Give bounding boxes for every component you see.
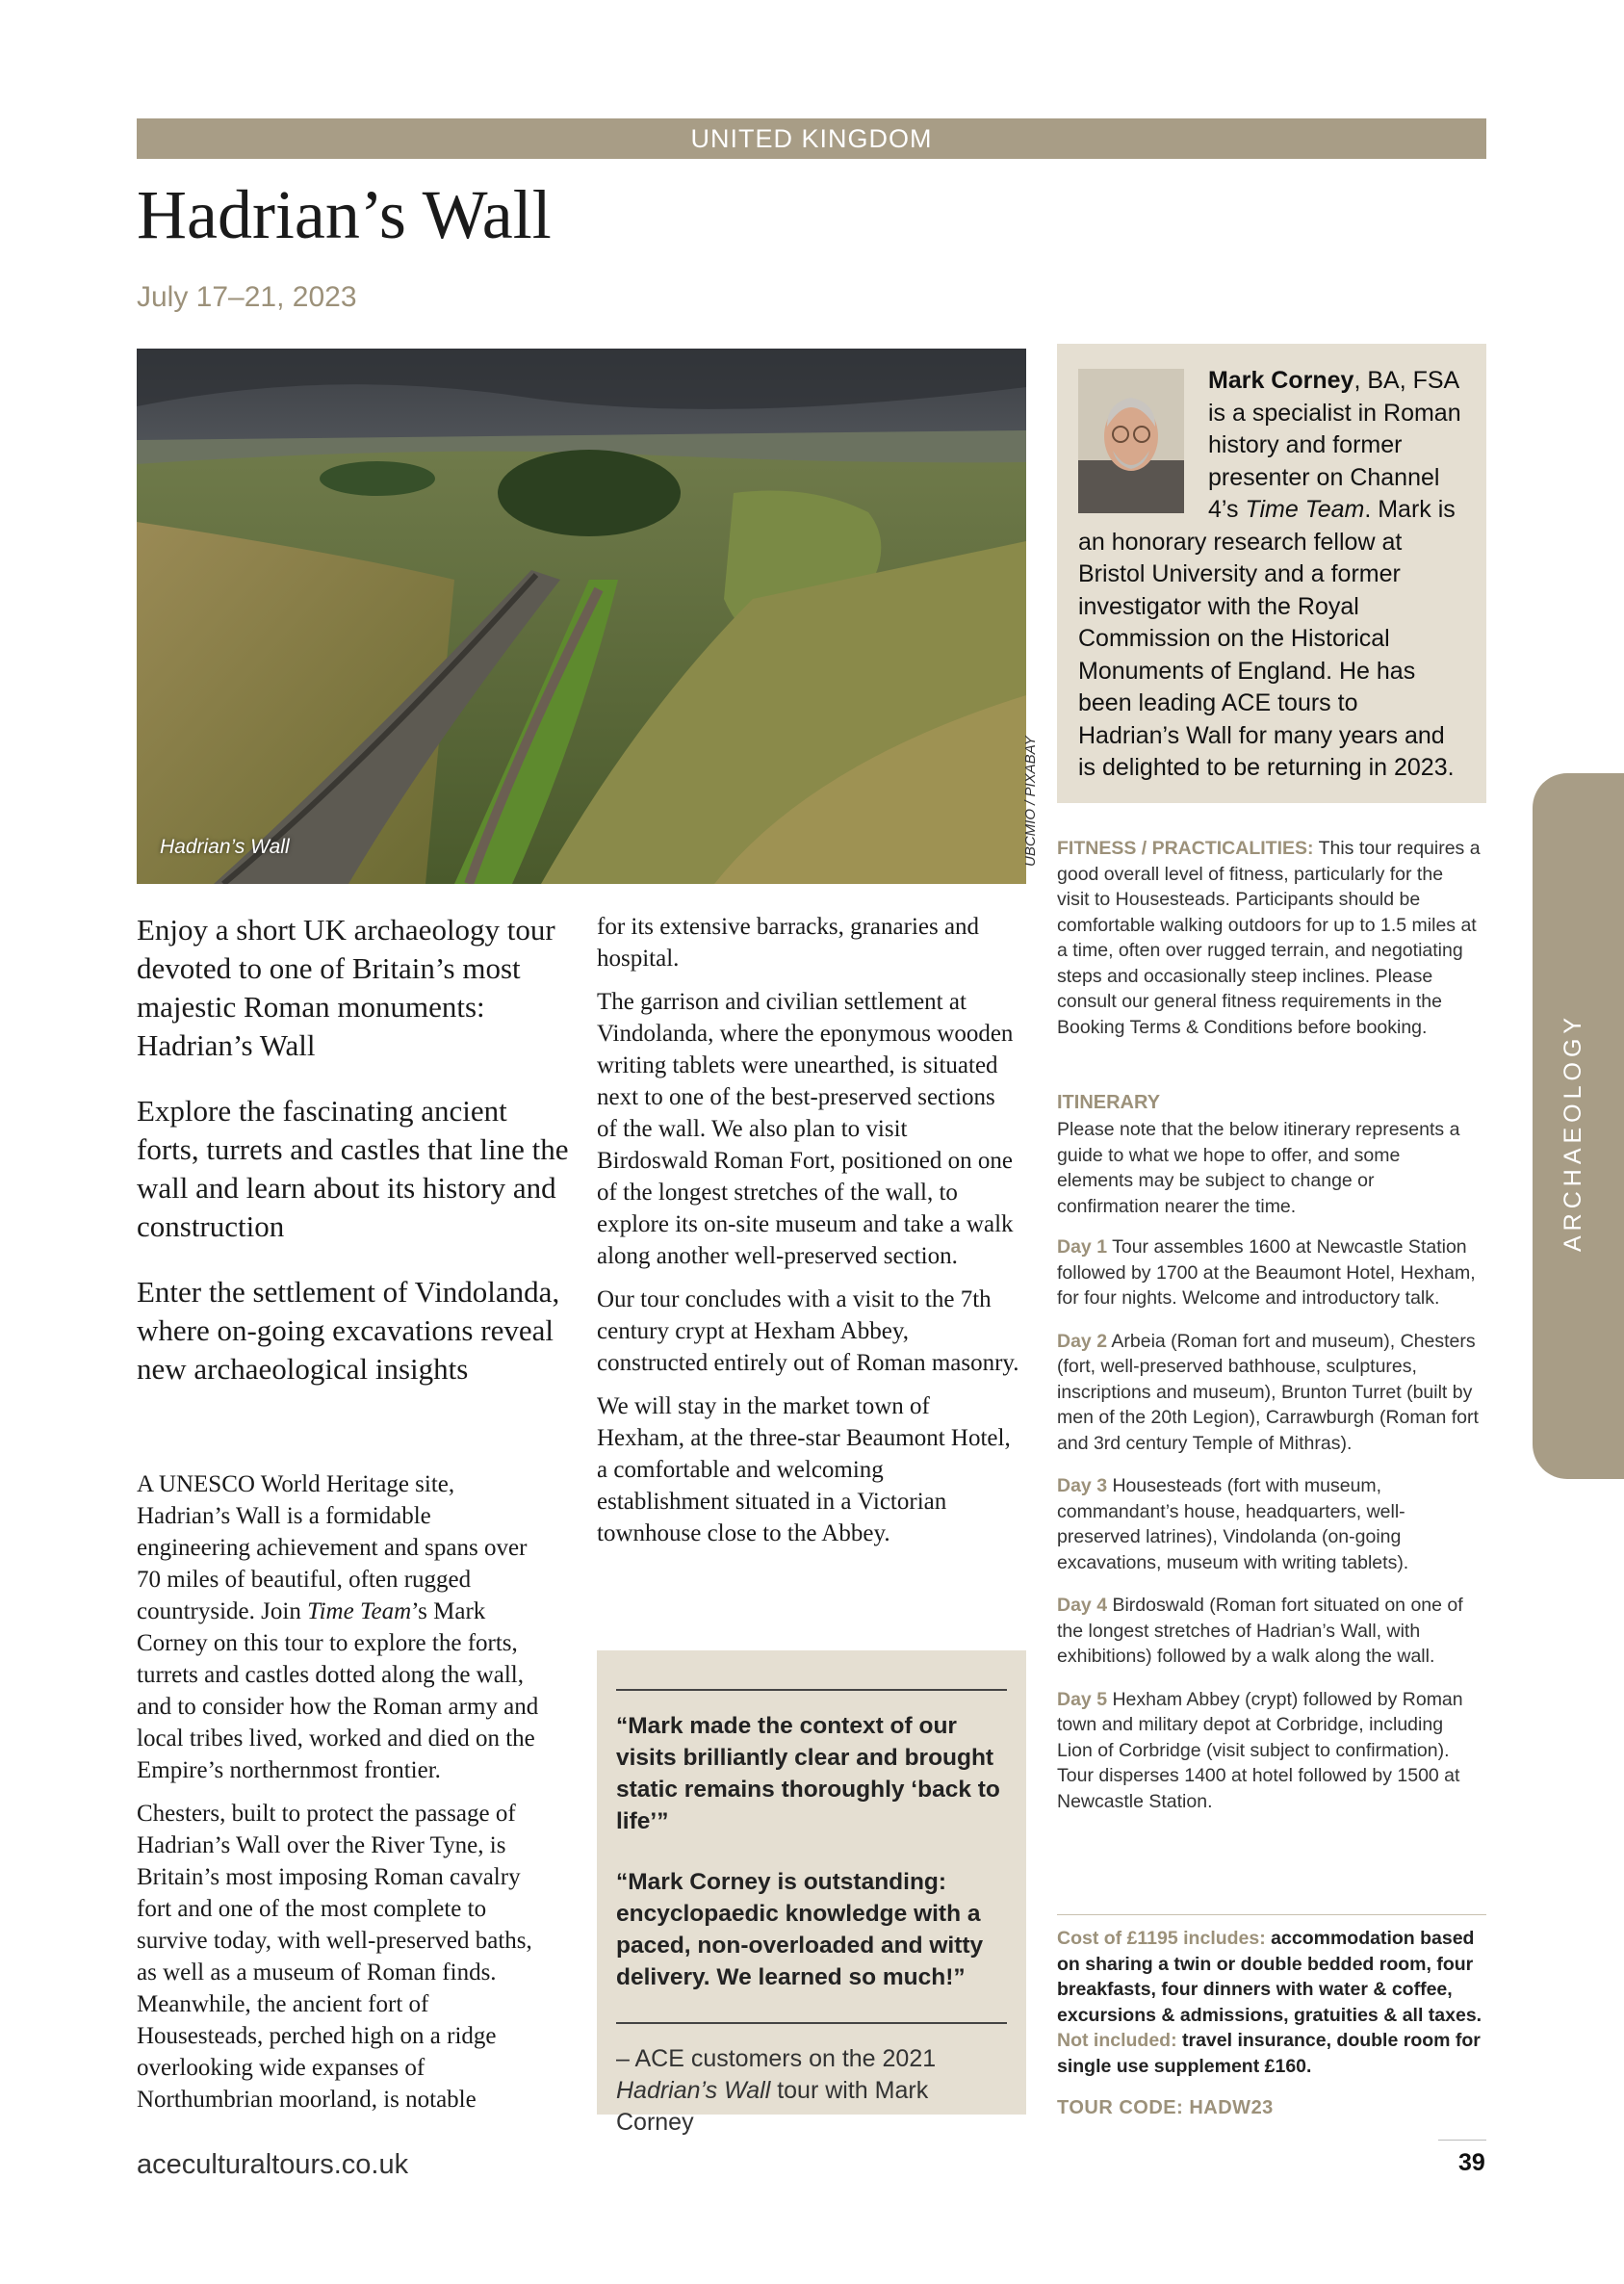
testimonial-box	[597, 1650, 1026, 2136]
lecturer-bio-box	[1057, 344, 1486, 803]
testimonial-attribution: – ACE customers on the 2021 Hadrian’s Wall tour with Mark Corney	[616, 2045, 937, 2136]
body-column-1	[137, 1468, 551, 2127]
itinerary-day-5: Day 5 Hexham Abbey (crypt) followed by Roman town and military depot at Corbridge, including Lion of Corbridge (visit subject to confirmation). Tour disperses 1400 at hotel followed by 1500 at Newcastle Station.	[1057, 1688, 1463, 1812]
country-banner: UNITED KINGDOM	[137, 118, 1486, 159]
fitness-text: This tour requires a good overall level of fitness, particularly for the visit to Housesteads. Participants should be comfortable walking outdoors for up to 1.5 miles at a time, often over rugged terrain, and negotiating steps and occasionally steep inclines. Please consult our general fitness requirements in the Booking Terms & Conditions before booking.	[1057, 838, 1481, 1038]
itinerary-heading: ITINERARY	[1057, 1092, 1161, 1113]
itinerary-day-1: Day 1 Tour assembles 1600 at Newcastle Station followed by 1700 at the Beaumont Hotel, Hexham, for four nights. Welcome and introductory talk.	[1057, 1236, 1476, 1309]
divider	[616, 1689, 1007, 1691]
itinerary-day-2: Day 2 Arbeia (Roman fort and museum), Chesters (fort, well-preserved bathhouse, sculptures, inscriptions and museum), Brunton Turret (built by men of the 20th Legion), Carrawburgh (Roman fort and 3rd century Temple of Mithras).	[1057, 1330, 1479, 1454]
hexham-abbey-paragraph: Our tour concludes with a visit to the 7th century crypt at Hexham Abbey, constructed entirely out of Roman masonry.	[597, 1286, 1019, 1376]
lecturer-portrait	[1078, 369, 1184, 513]
photo-caption: Hadrian’s Wall	[160, 836, 290, 858]
page-number: 39	[1458, 2149, 1485, 2176]
cost-text: accommodation based on sharing a twin or double bedded room, four breakfasts, four dinners with water & coffee, excursions & admissions, gratuities & all taxes.	[1057, 1928, 1482, 2026]
testimonial-quote-2: “Mark Corney is outstanding: encyclopaedic knowledge with a paced, non-overloaded and witty delivery. We learned so much!”	[616, 1869, 984, 1990]
not-included-label: Not included:	[1057, 2030, 1177, 2051]
itinerary-day-4: Day 4 Birdoswald (Roman fort situated on one of the longest stretches of Hadrian’s Wall, with exhibitions) followed by a walk along the wall.	[1057, 1595, 1463, 1667]
highlight-2: Explore the fascinating ancient forts, turrets and castles that line the wall and learn about its history and construction	[137, 1094, 569, 1243]
fitness-label: FITNESS / PRACTICALITIES:	[1057, 838, 1314, 859]
section-tab-label: ARCHAEOLOGY	[1560, 1012, 1586, 1252]
itinerary-days	[1057, 1234, 1481, 1831]
page-title: Hadrian’s Wall	[137, 176, 552, 253]
tour-highlights	[137, 911, 575, 1415]
not-included-text: travel insurance, double room for single use supplement £160.	[1057, 2030, 1481, 2077]
divider	[1438, 2140, 1486, 2141]
fitness-section	[1057, 836, 1481, 1040]
intro-paragraph: A UNESCO World Heritage site, Hadrian’s Wall is a formidable engineering achievement and spans over 70 miles of beautiful, often rugged countryside. Join Time Team’s Mark Corney on this tour to explore the forts, turrets and castles dotted along the wall, and to consider how the Roman army and local tribes lived, worked and died on the Empire’s northernmost frontier.	[137, 1471, 539, 1783]
itinerary-intro: Please note that the below itinerary represents a guide to what we hope to offer, and some elements may be subject to change or confirmation nearer the time.	[1057, 1119, 1460, 1217]
tour-code: TOUR CODE: HADW23	[1057, 2097, 1274, 2118]
body-column-2	[597, 911, 1020, 1561]
divider	[1057, 1914, 1486, 1915]
highlight-1: Enjoy a short UK archaeology tour devoted to one of Britain’s most majestic Roman monuments: Hadrian’s Wall	[137, 913, 555, 1062]
itinerary-day-3: Day 3 Housesteads (fort with museum, commandant’s house, headquarters, well-preserved latrines), Vindolanda (on-going excavations, museum with writing tablets).	[1057, 1475, 1409, 1573]
photo-credit: UBCMIO / PIXABAY	[1022, 736, 1039, 867]
hotel-paragraph: We will stay in the market town of Hexham, at the three-star Beaumont Hotel, a comfortable and welcoming establishment situated in a Victorian townhouse close to the Abbey.	[597, 1393, 1011, 1546]
lecturer-bio: Mark Corney, BA, FSA is a specialist in Roman history and former presenter on Channel 4’s Time Team. Mark is an honorary research fellow at Bristol University and a former investigator with the Royal Commission on the Historical Monuments of England. He has been leading ACE tours to Hadrian’s Wall for many years and is delighted to be returning in 2023.	[1078, 367, 1461, 781]
chesters-paragraph-cont: for its extensive barracks, granaries and hospital.	[597, 914, 980, 972]
tour-dates: July 17–21, 2023	[137, 281, 357, 313]
chesters-paragraph: Chesters, built to protect the passage of Hadrian’s Wall over the River Tyne, is Britain’s most imposing Roman cavalry fort and one of the most complete to survive today, with well-preserved baths, as well as a museum of Roman finds. Meanwhile, the ancient fort of Housesteads, perched high on a ridge overlooking wide expanses of Northumbrian moorland, is notable	[137, 1801, 532, 2113]
vindolanda-paragraph: The garrison and civilian settlement at Vindolanda, where the eponymous wooden writing tablets were unearthed, is situated next to one of the best-preserved sections of the wall. We also plan to visit Birdoswald Roman Fort, positioned on one of the longest stretches of the wall, to explore its on-site museum and take a walk along another well-preserved section.	[597, 989, 1014, 1269]
cost-label: Cost of £1195 includes:	[1057, 1928, 1266, 1949]
highlight-3: Enter the settlement of Vindolanda, where on-going excavations reveal new archaeological insights	[137, 1275, 560, 1386]
cost-section	[1057, 1926, 1486, 2079]
hadrians-wall-photo	[137, 349, 1026, 884]
testimonial-quote-1: “Mark made the context of our visits brilliantly clear and brought static remains thoroughly ‘back to life’”	[616, 1713, 1000, 1834]
divider	[616, 2022, 1007, 2024]
footer-website: aceculturaltours.co.uk	[137, 2149, 409, 2180]
